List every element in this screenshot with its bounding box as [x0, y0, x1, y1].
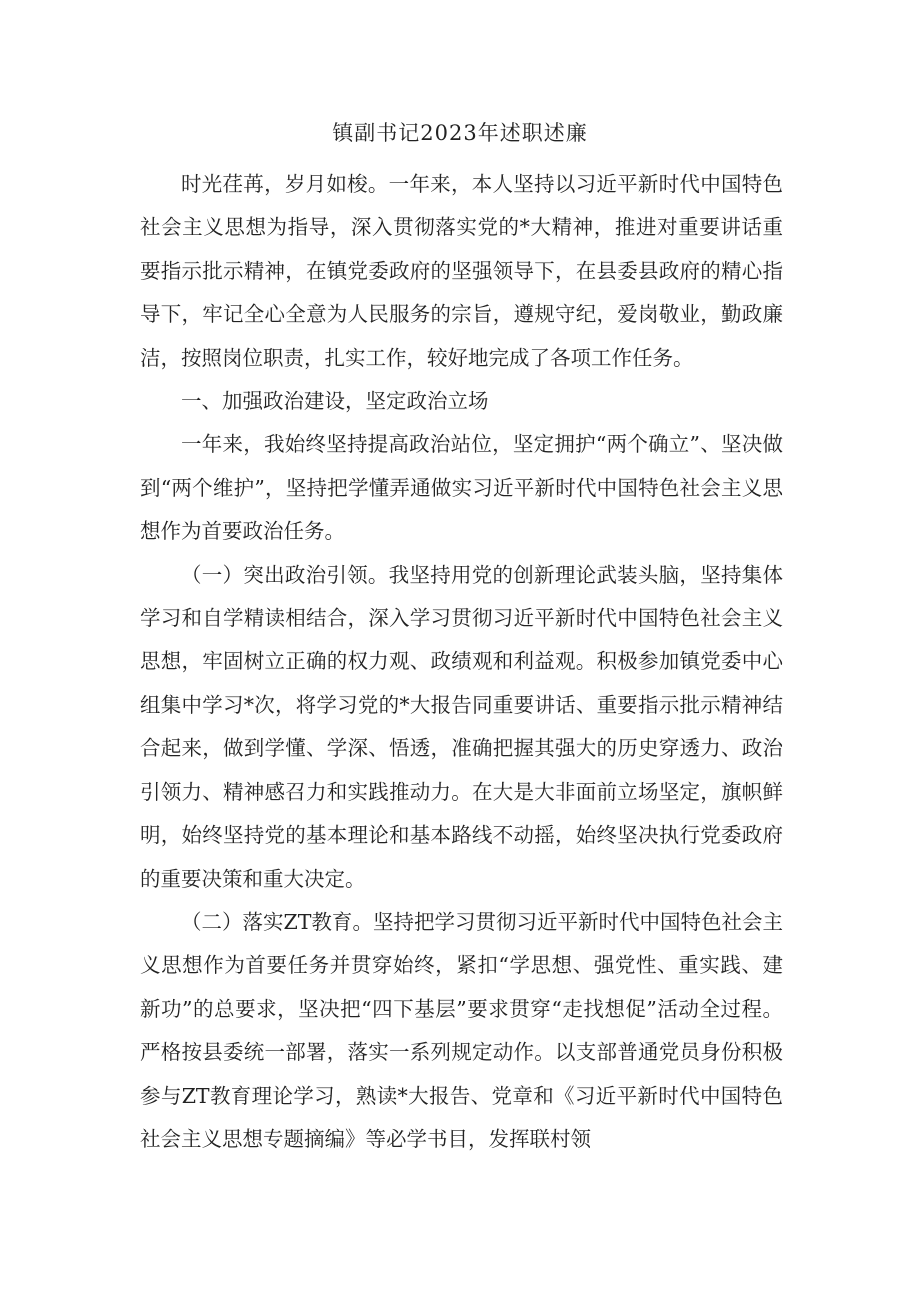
paragraph-subsection-2: （二）落实ZT教育。坚持把学习贯彻习近平新时代中国特色社会主义思想作为首要任务并贯穿始终，紧扣“学思想、强党性、重实践、建新功”的总要求，坚决把“四下基层”要求贯穿“走找想促”活动全过程。严格按县委统一部署，落实一系列规定动作。以支部普通党员身份积极参与ZT教育理论学习，熟读*大报告、党章和《习近平新时代中国特色社会主义思想专题摘编》等必学书目，发挥联村领	[140, 909, 783, 1151]
document-title: 镇副书记2023年述职述廉	[332, 121, 588, 145]
document-body	[140, 163, 783, 1161]
paragraph-section-1-summary: 一年来，我始终坚持提高政治站位，坚定拥护“两个确立”、坚决做到“两个维护”，坚持把学懂弄通做实习近平新时代中国特色社会主义思想作为首要政治任务。	[140, 432, 783, 544]
section-heading-1: 一、加强政治建设，坚定政治立场	[181, 389, 489, 414]
paragraph-subsection-1: （一）突出政治引领。我坚持用党的创新理论武装头脑，坚持集体学习和自学精读相结合，深入学习贯彻习近平新时代中国特色社会主义思想，牢固树立正确的权力观、政绩观和利益观。积极参加镇党委中心组集中学习*次，将学习党的*大报告同重要讲话、重要指示批示精神结合起来，做到学懂、学深、悟透，准确把握其强大的历史穿透力、政治引领力、精神感召力和实践推动力。在大是大非面前立场坚定，旗帜鲜明，始终坚持党的基本理论和基本路线不动摇，始终坚决执行党委政府的重要决策和重大决定。	[140, 562, 783, 891]
paragraph-intro: 时光荏苒，岁月如梭。一年来，本人坚持以习近平新时代中国特色社会主义思想为指导，深入贯彻落实党的*大精神，推进对重要讲话重要指示批示精神，在镇党委政府的坚强领导下，在县委县政府的精心指导下，牢记全心全意为人民服务的宗旨，遵规守纪，爱岗敬业，勤政廉洁，按照岗位职责，扎实工作，较好地完成了各项工作任务。	[140, 172, 783, 370]
